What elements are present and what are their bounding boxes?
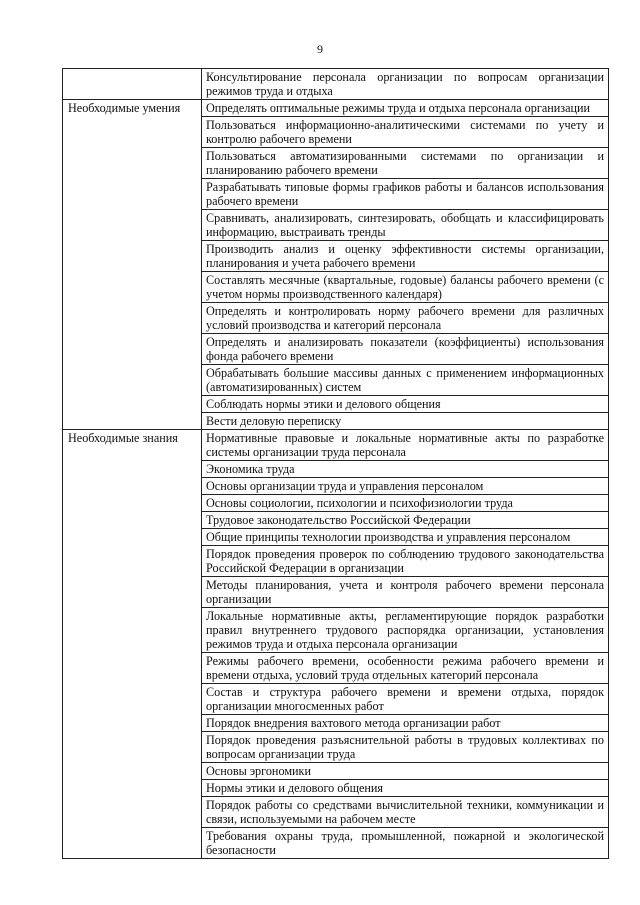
requirement-text: Состав и структура рабочего времени и времени отдыха, порядок организации многосменных работ	[202, 684, 609, 715]
table-row	[63, 100, 609, 117]
requirement-text: Порядок внедрения вахтового метода организации работ	[202, 715, 609, 732]
section-label	[63, 69, 202, 100]
requirement-text: Сравнивать, анализировать, синтезировать, обобщать и классифицировать информацию, выстраивать тренды	[202, 210, 609, 241]
requirement-text: Нормы этики и делового общения	[202, 780, 609, 797]
competency-table	[62, 68, 609, 859]
requirement-text: Определять и анализировать показатели (коэффициенты) использования фонда рабочего времени	[202, 334, 609, 365]
requirement-text: Консультирование персонала организации по вопросам организации режимов труда и отдыха	[202, 69, 609, 100]
requirement-text: Обрабатывать большие массивы данных с применением информационных (автоматизированных) систем	[202, 365, 609, 396]
table-row	[63, 69, 609, 100]
section-label: Необходимые знания	[63, 430, 202, 859]
requirement-text: Локальные нормативные акты, регламентирующие порядок разработки правил внутреннего трудового распорядка организации, установления режимов труда и отдыха персонала организации	[202, 608, 609, 653]
requirement-text: Требования охраны труда, промышленной, пожарной и экологической безопасности	[202, 828, 609, 859]
requirement-text: Составлять месячные (квартальные, годовые) балансы рабочего времени (с учетом нормы производственного календаря)	[202, 272, 609, 303]
requirement-text: Основы организации труда и управления персоналом	[202, 478, 609, 495]
requirement-text: Режимы рабочего времени, особенности режима рабочего времени и времени отдыха, условий труда отдельных категорий персонала	[202, 653, 609, 684]
requirement-text: Общие принципы технологии производства и управления персоналом	[202, 529, 609, 546]
table-row	[63, 430, 609, 461]
requirement-text: Соблюдать нормы этики и делового общения	[202, 396, 609, 413]
requirement-text: Определять и контролировать норму рабочего времени для различных условий производства и категорий персонала	[202, 303, 609, 334]
requirement-text: Трудовое законодательство Российской Федерации	[202, 512, 609, 529]
requirement-text: Производить анализ и оценку эффективности системы организации, планирования и учета рабочего времени	[202, 241, 609, 272]
requirement-text: Основы социологии, психологии и психофизиологии труда	[202, 495, 609, 512]
requirement-text: Методы планирования, учета и контроля рабочего времени персонала организации	[202, 577, 609, 608]
requirement-text: Вести деловую переписку	[202, 413, 609, 430]
requirement-text: Экономика труда	[202, 461, 609, 478]
page-number: 9	[317, 42, 323, 56]
competency-table-body	[63, 69, 609, 859]
requirement-text: Пользоваться информационно-аналитическими системами по учету и контролю рабочего времени	[202, 117, 609, 148]
requirement-text: Порядок проведения проверок по соблюдению трудового законодательства Российской Федерации в организации	[202, 546, 609, 577]
requirement-text: Основы эргономики	[202, 763, 609, 780]
requirement-text: Порядок проведения разъяснительной работы в трудовых коллективах по вопросам организации труда	[202, 732, 609, 763]
requirement-text: Нормативные правовые и локальные нормативные акты по разработке системы организации труда персонала	[202, 430, 609, 461]
requirement-text: Порядок работы со средствами вычислительной техники, коммуникации и связи, используемыми на рабочем месте	[202, 797, 609, 828]
requirement-text: Разрабатывать типовые формы графиков работы и балансов использования рабочего времени	[202, 179, 609, 210]
requirement-text: Определять оптимальные режимы труда и отдыха персонала организации	[202, 100, 609, 117]
section-label: Необходимые умения	[63, 100, 202, 430]
requirement-text: Пользоваться автоматизированными системами по организации и планированию рабочего времени	[202, 148, 609, 179]
